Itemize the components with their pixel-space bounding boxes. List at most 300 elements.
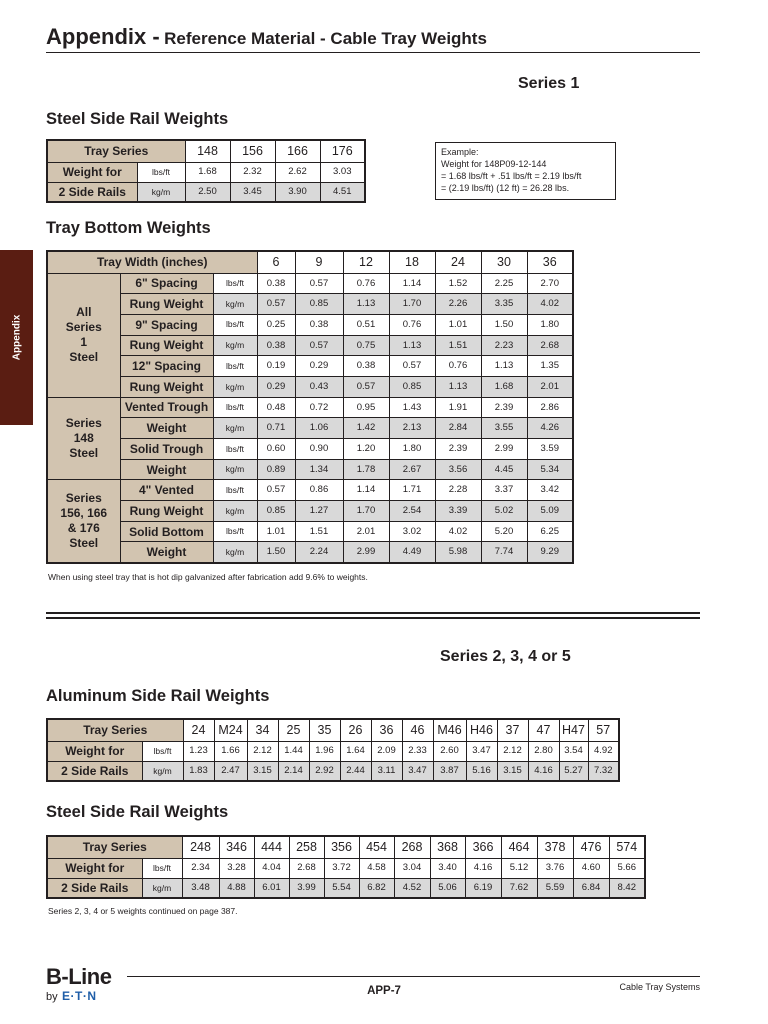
type-label: Rung Weight [120, 294, 213, 315]
value-cell: 0.95 [343, 397, 389, 418]
page-header [46, 24, 700, 53]
value-cell: 0.57 [295, 335, 343, 356]
example-line: Example: [441, 147, 479, 157]
value-cell: 1.23 [183, 741, 214, 761]
value-cell: 0.85 [295, 294, 343, 315]
value-cell: 2.92 [309, 761, 340, 781]
type-label: Rung Weight [120, 335, 213, 356]
value-cell: 1.14 [343, 480, 389, 501]
value-cell: 4.51 [320, 182, 365, 202]
series2-steel-title: Steel Side Rail Weights [46, 803, 229, 821]
header-row [47, 719, 619, 741]
value-cell: 0.76 [343, 273, 389, 294]
value-cell: 4.92 [588, 741, 619, 761]
value-cell: 1.13 [389, 335, 435, 356]
value-cell: 0.38 [257, 335, 295, 356]
value-cell: 1.64 [340, 741, 371, 761]
value-cell: 2.32 [230, 162, 275, 182]
value-cell: 3.04 [394, 858, 430, 878]
value-cell: 3.56 [435, 459, 481, 480]
col-header: 35 [309, 719, 340, 741]
value-cell: 4.58 [359, 858, 394, 878]
value-cell: 7.74 [481, 542, 527, 563]
value-cell: 1.43 [389, 397, 435, 418]
value-cell: 1.13 [435, 376, 481, 397]
unit-cell: lbs/ft [213, 273, 257, 294]
unit-cell: kg/m [213, 542, 257, 563]
value-cell: 4.16 [528, 761, 559, 781]
value-cell: 1.78 [343, 459, 389, 480]
value-cell: 0.43 [295, 376, 343, 397]
value-cell: 2.68 [289, 858, 324, 878]
unit-cell: kg/m [213, 335, 257, 356]
type-label: 9" Spacing [120, 314, 213, 335]
value-cell: 0.57 [257, 480, 295, 501]
value-cell: 2.70 [527, 273, 573, 294]
group-label-line: 156, 166 [60, 506, 108, 520]
value-cell: 3.47 [402, 761, 433, 781]
col-header: 24 [435, 251, 481, 273]
group-label-line: 148 [73, 431, 94, 445]
table-row [47, 314, 573, 335]
example-box [435, 142, 616, 200]
value-cell: 1.27 [295, 501, 343, 522]
row-label: 2 Side Rails [47, 761, 142, 781]
value-cell: 1.80 [527, 314, 573, 335]
series2-note: Series 2, 3, 4 or 5 weights continued on page 387. [48, 906, 238, 916]
col-header: 366 [465, 836, 501, 858]
value-cell: 5.20 [481, 521, 527, 542]
unit-cell: lbs/ft [213, 314, 257, 335]
value-cell: 4.45 [481, 459, 527, 480]
value-cell: 1.01 [435, 314, 481, 335]
col-header: 258 [289, 836, 324, 858]
col-header: 464 [501, 836, 537, 858]
unit-cell: kg/m [137, 182, 185, 202]
value-cell: 1.20 [343, 439, 389, 460]
value-cell: 2.47 [214, 761, 247, 781]
value-cell: 0.57 [295, 273, 343, 294]
col-header: 47 [528, 719, 559, 741]
value-cell: 0.90 [295, 439, 343, 460]
table-row [47, 521, 573, 542]
col-header: 26 [340, 719, 371, 741]
divider-rule-bottom [46, 617, 700, 619]
value-cell: 6.01 [254, 878, 289, 898]
value-cell: 2.25 [481, 273, 527, 294]
side-tab-label: Appendix [11, 314, 22, 361]
value-cell: 4.02 [527, 294, 573, 315]
table-row [47, 397, 573, 418]
value-cell: 3.39 [435, 501, 481, 522]
value-cell: 0.29 [295, 356, 343, 377]
value-cell: 3.55 [481, 418, 527, 439]
header-title: Reference Material - Cable Tray Weights [164, 29, 487, 48]
col-header: 46 [402, 719, 433, 741]
group-label-line: All [76, 305, 92, 320]
value-cell: 3.11 [371, 761, 402, 781]
table-row [47, 335, 573, 356]
value-cell: 7.32 [588, 761, 619, 781]
row-label: Weight for [47, 858, 142, 878]
value-cell: 2.24 [295, 542, 343, 563]
col-header: 36 [371, 719, 402, 741]
table-row [47, 376, 573, 397]
unit-cell: lbs/ft [213, 356, 257, 377]
col-label: Tray Width (inches) [47, 251, 257, 273]
value-cell: 0.38 [295, 314, 343, 335]
example-line: Weight for 148P09-12-144 [441, 159, 547, 169]
value-cell: 0.85 [389, 376, 435, 397]
value-cell: 3.90 [275, 182, 320, 202]
value-cell: 1.34 [295, 459, 343, 480]
table-row [47, 761, 619, 781]
value-cell: 0.76 [435, 356, 481, 377]
value-cell: 6.82 [359, 878, 394, 898]
col-header: 574 [609, 836, 645, 858]
col-header: 12 [343, 251, 389, 273]
row-label: Weight for [47, 741, 142, 761]
col-header: M46 [433, 719, 466, 741]
value-cell: 5.59 [537, 878, 573, 898]
unit-cell: kg/m [213, 294, 257, 315]
value-cell: 5.06 [430, 878, 465, 898]
value-cell: 2.01 [527, 376, 573, 397]
page-number: APP-7 [367, 985, 401, 997]
value-cell: 5.02 [481, 501, 527, 522]
brand-by: by [46, 991, 58, 1003]
value-cell: 3.99 [289, 878, 324, 898]
table-row [47, 356, 573, 377]
value-cell: 1.91 [435, 397, 481, 418]
unit-cell: lbs/ft [213, 480, 257, 501]
table-row [47, 542, 573, 563]
unit-cell: lbs/ft [142, 741, 183, 761]
value-cell: 2.34 [182, 858, 219, 878]
col-header: 25 [278, 719, 309, 741]
value-cell: 2.23 [481, 335, 527, 356]
divider-rule-top [46, 612, 700, 614]
col-header: 156 [230, 140, 275, 162]
value-cell: 0.29 [257, 376, 295, 397]
value-cell: 2.28 [435, 480, 481, 501]
col-header: 248 [182, 836, 219, 858]
value-cell: 0.38 [257, 273, 295, 294]
table-row [47, 418, 573, 439]
value-cell: 1.71 [389, 480, 435, 501]
value-cell: 0.38 [343, 356, 389, 377]
col-header: 268 [394, 836, 430, 858]
side-tab [0, 250, 33, 425]
col-header: 166 [275, 140, 320, 162]
table-row [47, 459, 573, 480]
value-cell: 2.80 [528, 741, 559, 761]
unit-cell: kg/m [213, 418, 257, 439]
value-cell: 2.60 [433, 741, 466, 761]
value-cell: 6.25 [527, 521, 573, 542]
value-cell: 2.01 [343, 521, 389, 542]
series1-bottom-title: Tray Bottom Weights [46, 219, 211, 237]
value-cell: 1.68 [481, 376, 527, 397]
value-cell: 1.68 [185, 162, 230, 182]
series1-steel-rail-title: Steel Side Rail Weights [46, 110, 229, 128]
value-cell: 3.72 [324, 858, 359, 878]
value-cell: 5.34 [527, 459, 573, 480]
col-header: 378 [537, 836, 573, 858]
value-cell: 2.12 [497, 741, 528, 761]
value-cell: 1.51 [295, 521, 343, 542]
footer-rule [127, 976, 700, 977]
type-label: Weight [120, 542, 213, 563]
value-cell: 1.13 [481, 356, 527, 377]
value-cell: 3.03 [320, 162, 365, 182]
col-header: 36 [527, 251, 573, 273]
col-header: M24 [214, 719, 247, 741]
value-cell: 2.33 [402, 741, 433, 761]
series1-bottom-table [46, 250, 574, 564]
value-cell: 1.50 [481, 314, 527, 335]
col-header: 476 [573, 836, 609, 858]
col-header: 148 [185, 140, 230, 162]
series2-steel-table [46, 835, 646, 899]
col-label: Tray Series [47, 836, 182, 858]
value-cell: 3.42 [527, 480, 573, 501]
example-line: = 1.68 lbs/ft + .51 lbs/ft = 2.19 lbs/ft [441, 171, 582, 181]
value-cell: 1.70 [343, 501, 389, 522]
table-row [47, 741, 619, 761]
value-cell: 1.83 [183, 761, 214, 781]
group-label-line: Steel [69, 536, 99, 550]
value-cell: 3.35 [481, 294, 527, 315]
value-cell: 3.87 [433, 761, 466, 781]
value-cell: 0.72 [295, 397, 343, 418]
value-cell: 4.52 [394, 878, 430, 898]
group-label-line: Series [65, 416, 102, 430]
table-row [47, 439, 573, 460]
value-cell: 0.86 [295, 480, 343, 501]
col-header: 176 [320, 140, 365, 162]
value-cell: 1.14 [389, 273, 435, 294]
value-cell: 1.06 [295, 418, 343, 439]
type-label: Weight [120, 418, 213, 439]
col-header: 6 [257, 251, 295, 273]
type-label: Solid Bottom [120, 521, 213, 542]
value-cell: 2.44 [340, 761, 371, 781]
value-cell: 1.66 [214, 741, 247, 761]
value-cell: 3.45 [230, 182, 275, 202]
value-cell: 3.15 [497, 761, 528, 781]
type-label: Vented Trough [120, 397, 213, 418]
value-cell: 5.66 [609, 858, 645, 878]
value-cell: 7.62 [501, 878, 537, 898]
value-cell: 3.76 [537, 858, 573, 878]
value-cell: 6.19 [465, 878, 501, 898]
col-label: Tray Series [47, 719, 183, 741]
group-label-line: & 176 [67, 521, 100, 535]
value-cell: 3.59 [527, 439, 573, 460]
value-cell: 2.14 [278, 761, 309, 781]
col-header: 30 [481, 251, 527, 273]
value-cell: 2.09 [371, 741, 402, 761]
col-header: H47 [559, 719, 588, 741]
value-cell: 2.39 [435, 439, 481, 460]
group-label-line: Steel [69, 350, 99, 365]
value-cell: 8.42 [609, 878, 645, 898]
group-label [47, 397, 120, 480]
series1-note: When using steel tray that is hot dip galvanized after fabrication add 9.6% to weights. [48, 572, 368, 582]
group-label [47, 480, 120, 563]
value-cell: 0.71 [257, 418, 295, 439]
type-label: Rung Weight [120, 501, 213, 522]
value-cell: 2.39 [481, 397, 527, 418]
unit-cell: lbs/ft [213, 397, 257, 418]
value-cell: 0.57 [257, 294, 295, 315]
value-cell: 2.68 [527, 335, 573, 356]
group-label [47, 273, 120, 397]
col-header: 37 [497, 719, 528, 741]
value-cell: 5.12 [501, 858, 537, 878]
table-row [47, 273, 573, 294]
value-cell: 5.16 [466, 761, 497, 781]
value-cell: 1.70 [389, 294, 435, 315]
group-label-line: Series [65, 320, 102, 335]
value-cell: 4.04 [254, 858, 289, 878]
col-label: Tray Series [47, 140, 185, 162]
value-cell: 3.54 [559, 741, 588, 761]
unit-cell: lbs/ft [213, 439, 257, 460]
group-label-line: 1 [80, 335, 88, 350]
value-cell: 0.85 [257, 501, 295, 522]
value-cell: 4.49 [389, 542, 435, 563]
value-cell: 5.09 [527, 501, 573, 522]
value-cell: 2.86 [527, 397, 573, 418]
unit-cell: lbs/ft [142, 858, 182, 878]
value-cell: 3.47 [466, 741, 497, 761]
col-header: H46 [466, 719, 497, 741]
value-cell: 4.26 [527, 418, 573, 439]
table-row [47, 480, 573, 501]
table-row [47, 858, 645, 878]
header-row [47, 251, 573, 273]
value-cell: 0.57 [389, 356, 435, 377]
value-cell: 0.51 [343, 314, 389, 335]
value-cell: 3.15 [247, 761, 278, 781]
value-cell: 0.19 [257, 356, 295, 377]
col-header: 34 [247, 719, 278, 741]
series2-alum-table [46, 718, 620, 782]
value-cell: 2.12 [247, 741, 278, 761]
value-cell: 4.02 [435, 521, 481, 542]
value-cell: 4.88 [219, 878, 254, 898]
value-cell: 1.42 [343, 418, 389, 439]
value-cell: 3.28 [219, 858, 254, 878]
series2-alum-title: Aluminum Side Rail Weights [46, 687, 270, 705]
value-cell: 5.54 [324, 878, 359, 898]
col-header: 24 [183, 719, 214, 741]
value-cell: 4.60 [573, 858, 609, 878]
value-cell: 1.52 [435, 273, 481, 294]
type-label: Weight [120, 459, 213, 480]
value-cell: 2.26 [435, 294, 481, 315]
value-cell: 1.13 [343, 294, 389, 315]
series2-label: Series 2, 3, 4 or 5 [440, 648, 571, 665]
value-cell: 0.48 [257, 397, 295, 418]
value-cell: 1.50 [257, 542, 295, 563]
col-header: 9 [295, 251, 343, 273]
type-label: 12" Spacing [120, 356, 213, 377]
value-cell: 5.27 [559, 761, 588, 781]
value-cell: 5.98 [435, 542, 481, 563]
value-cell: 1.96 [309, 741, 340, 761]
unit-cell: kg/m [213, 376, 257, 397]
group-label-line: Steel [69, 446, 99, 460]
value-cell: 9.29 [527, 542, 573, 563]
value-cell: 0.75 [343, 335, 389, 356]
series1-label: Series 1 [518, 75, 580, 92]
value-cell: 0.57 [343, 376, 389, 397]
value-cell: 2.99 [343, 542, 389, 563]
value-cell: 2.67 [389, 459, 435, 480]
value-cell: 4.16 [465, 858, 501, 878]
table-row [47, 294, 573, 315]
col-header: 18 [389, 251, 435, 273]
value-cell: 0.89 [257, 459, 295, 480]
row-label: Weight for [47, 162, 137, 182]
value-cell: 6.84 [573, 878, 609, 898]
value-cell: 1.80 [389, 439, 435, 460]
header-appendix: Appendix - [46, 24, 160, 49]
value-cell: 1.51 [435, 335, 481, 356]
unit-cell: lbs/ft [137, 162, 185, 182]
unit-cell: kg/m [213, 459, 257, 480]
col-header: 346 [219, 836, 254, 858]
type-label: Solid Trough [120, 439, 213, 460]
value-cell: 2.62 [275, 162, 320, 182]
value-cell: 0.76 [389, 314, 435, 335]
value-cell: 3.02 [389, 521, 435, 542]
unit-cell: lbs/ft [213, 521, 257, 542]
table-row [47, 501, 573, 522]
row-label: 2 Side Rails [47, 878, 142, 898]
type-label: Rung Weight [120, 376, 213, 397]
row-label: 2 Side Rails [47, 182, 137, 202]
col-header: 454 [359, 836, 394, 858]
unit-cell: kg/m [142, 761, 183, 781]
value-cell: 0.60 [257, 439, 295, 460]
value-cell: 0.25 [257, 314, 295, 335]
brand-logo: B-Line [46, 964, 112, 989]
header-row [47, 836, 645, 858]
eaton-logo: E·T·N [62, 989, 97, 1003]
value-cell: 2.13 [389, 418, 435, 439]
group-label-line: Series [65, 491, 102, 505]
col-header: 356 [324, 836, 359, 858]
type-label: 6" Spacing [120, 273, 213, 294]
unit-cell: kg/m [213, 501, 257, 522]
value-cell: 2.50 [185, 182, 230, 202]
col-header: 444 [254, 836, 289, 858]
table-row [47, 878, 645, 898]
value-cell: 3.48 [182, 878, 219, 898]
series1-steel-rail-table [46, 139, 366, 203]
value-cell: 1.01 [257, 521, 295, 542]
value-cell: 1.44 [278, 741, 309, 761]
value-cell: 3.40 [430, 858, 465, 878]
value-cell: 3.37 [481, 480, 527, 501]
example-line: = (2.19 lbs/ft) (12 ft) = 26.28 lbs. [441, 183, 570, 193]
value-cell: 2.99 [481, 439, 527, 460]
value-cell: 1.35 [527, 356, 573, 377]
